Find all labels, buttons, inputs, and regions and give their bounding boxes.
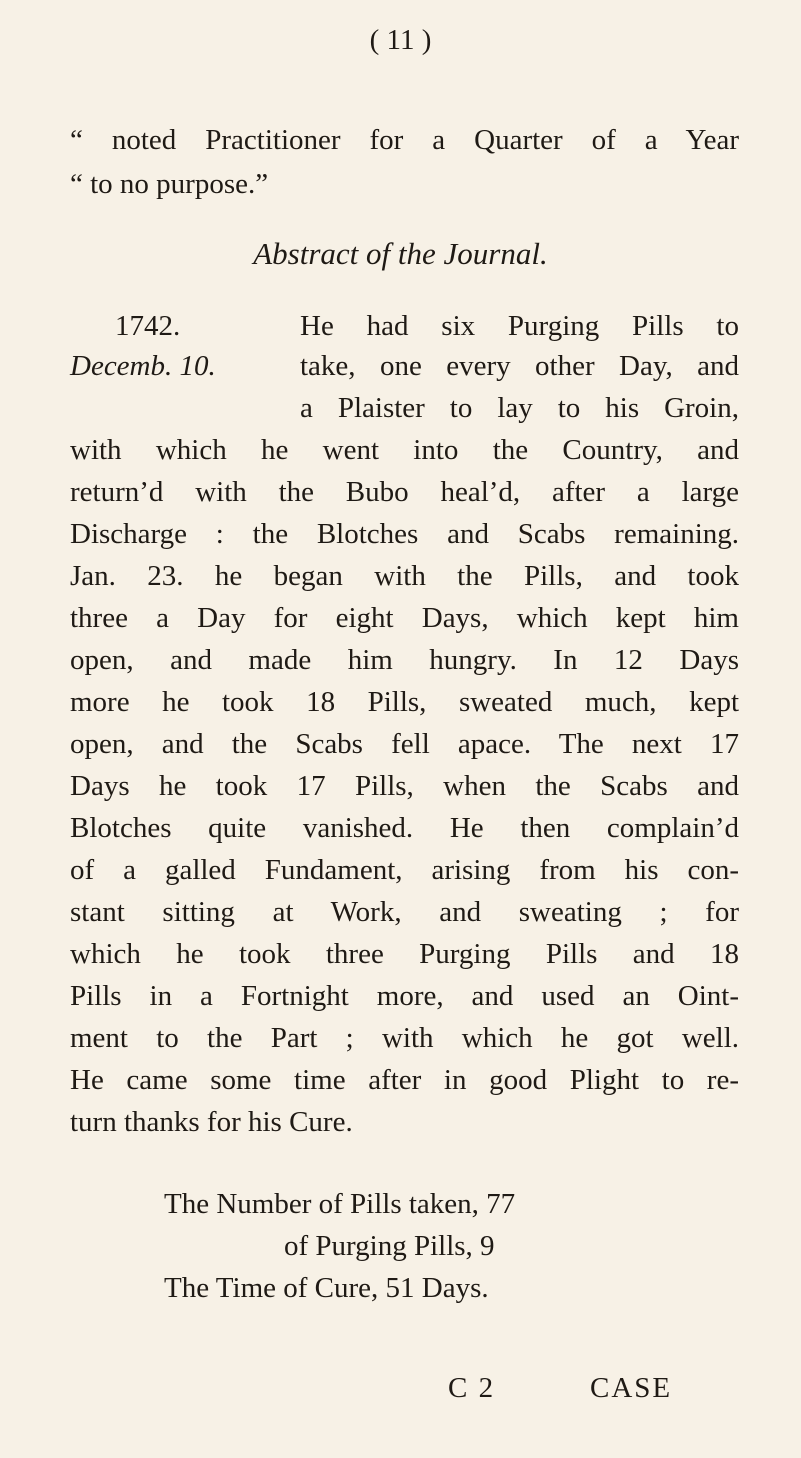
summary-pills-taken: The Number of Pills taken, 77 [164, 1188, 516, 1220]
journal-line: more he took 18 Pills, sweated much, kept [70, 686, 739, 718]
summary-purging-pills: of Purging Pills, 9 [284, 1230, 495, 1262]
journal-first-line-2: take, one every other Day, and [300, 350, 739, 382]
journal-line: three a Day for eight Days, which kept him [70, 602, 739, 634]
journal-line: Discharge : the Blotches and Scabs remaining. [70, 518, 739, 550]
journal-line: Days he took 17 Pills, when the Scabs and [70, 770, 739, 802]
summary-time-of-cure: The Time of Cure, 51 Days. [164, 1272, 489, 1304]
journal-line: return’d with the Bubo heal’d, after a large [70, 476, 739, 508]
catchword: CASE [590, 1372, 673, 1404]
journal-first-line-1: He had six Purging Pills to [300, 310, 739, 342]
journal-line: Pills in a Fortnight more, and used an Oint- [70, 980, 739, 1012]
journal-line-last: turn thanks for his Cure. [70, 1106, 353, 1138]
journal-line: of a galled Fundament, arising from his con- [70, 854, 739, 886]
journal-line: Blotches quite vanished. He then complain’d [70, 812, 739, 844]
journal-line: open, and the Scabs fell apace. The next 17 [70, 728, 739, 760]
journal-year: 1742. [115, 310, 181, 342]
journal-line: which he took three Purging Pills and 18 [70, 938, 739, 970]
journal-line: stant sitting at Work, and sweating ; for [70, 896, 739, 928]
journal-line: open, and made him hungry. In 12 Days [70, 644, 739, 676]
intro-line-2: “ to no purpose.” [70, 168, 269, 200]
journal-first-line-3: a Plaister to lay to his Groin, [300, 392, 739, 424]
page-number: ( 11 ) [369, 24, 432, 56]
section-title: Abstract of the Journal. [253, 236, 548, 271]
journal-row-1 [110, 306, 739, 346]
journal-line: Jan. 23. he began with the Pills, and took [70, 560, 739, 592]
journal-line: ment to the Part ; with which he got well. [70, 1022, 739, 1054]
intro-line-1: “ noted Practitioner for a Quarter of a Year [70, 124, 739, 156]
signature-mark: C 2 [448, 1372, 496, 1404]
journal-line: with which he went into the Country, and [70, 434, 739, 466]
journal-date: Decemb. 10. [70, 350, 216, 382]
journal-row-2 [70, 346, 739, 386]
journal-line: He came some time after in good Plight to re- [70, 1064, 739, 1096]
